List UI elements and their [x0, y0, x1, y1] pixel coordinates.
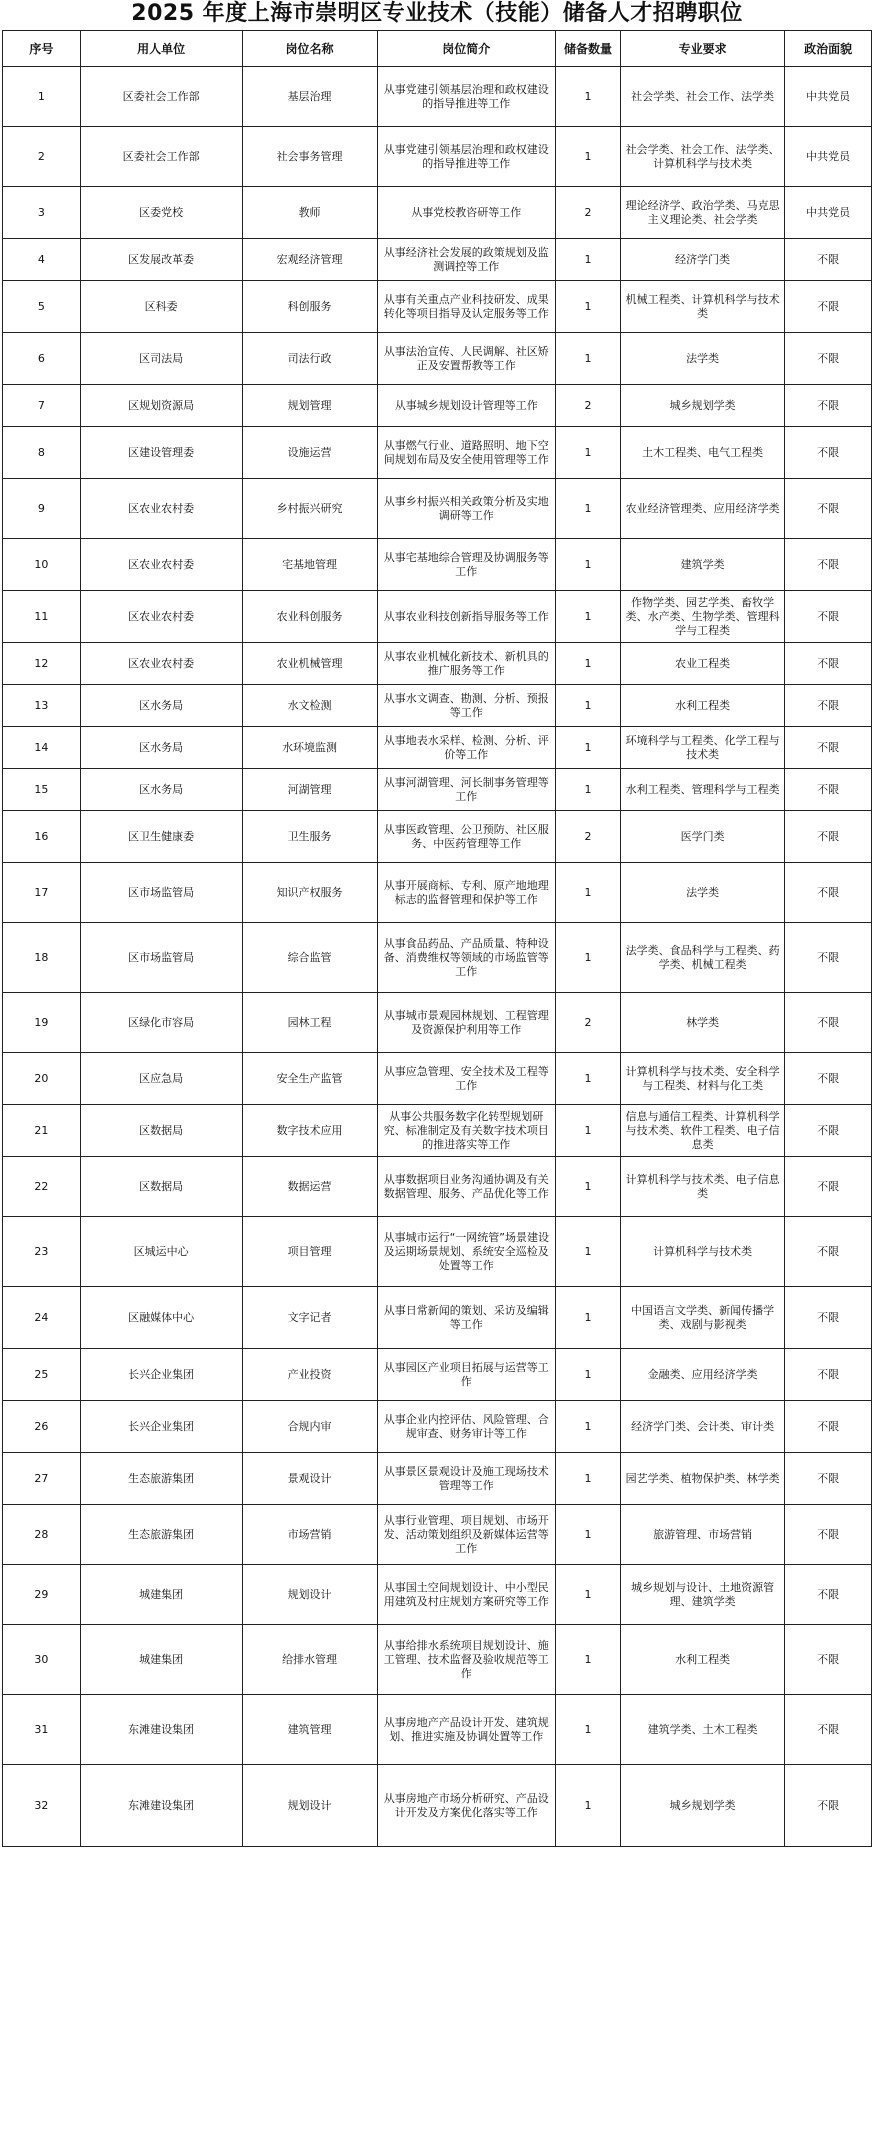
table-row — [3, 67, 872, 127]
cell-major: 水利工程类 — [620, 685, 784, 727]
cell-post: 数字技术应用 — [242, 1105, 377, 1157]
cell-count: 2 — [555, 811, 620, 863]
cell-post: 项目管理 — [242, 1217, 377, 1287]
table-row — [3, 1401, 872, 1453]
cell-unit: 区绿化市容局 — [80, 993, 242, 1053]
table-row — [3, 863, 872, 923]
cell-unit: 区建设管理委 — [80, 427, 242, 479]
table-row — [3, 1217, 872, 1287]
cell-major: 社会学类、社会工作、法学类、计算机科学与技术类 — [620, 127, 784, 187]
table-row — [3, 1625, 872, 1695]
table-row — [3, 427, 872, 479]
cell-intro: 从事燃气行业、道路照明、地下空间规划布局及安全使用管理等工作 — [377, 427, 555, 479]
table-row — [3, 333, 872, 385]
cell-unit: 东滩建设集团 — [80, 1695, 242, 1765]
cell-intro: 从事食品药品、产品质量、特种设备、消费维权等领域的市场监管等工作 — [377, 923, 555, 993]
cell-no: 23 — [3, 1217, 81, 1287]
cell-major: 水利工程类、管理科学与工程类 — [620, 769, 784, 811]
cell-intro: 从事河湖管理、河长制事务管理等工作 — [377, 769, 555, 811]
cell-major: 理论经济学、政治学类、马克思主义理论类、社会学类 — [620, 187, 784, 239]
cell-politics: 不限 — [785, 281, 872, 333]
cell-major: 建筑学类、土木工程类 — [620, 1695, 784, 1765]
cell-major: 水利工程类 — [620, 1625, 784, 1695]
table-row — [3, 1565, 872, 1625]
cell-count: 1 — [555, 923, 620, 993]
cell-unit: 区农业农村委 — [80, 643, 242, 685]
table-header-row — [3, 31, 872, 67]
cell-post: 园林工程 — [242, 993, 377, 1053]
cell-politics: 不限 — [785, 591, 872, 643]
cell-intro: 从事党校教咨研等工作 — [377, 187, 555, 239]
cell-major: 计算机科学与技术类 — [620, 1217, 784, 1287]
cell-unit: 区委党校 — [80, 187, 242, 239]
cell-post: 建筑管理 — [242, 1695, 377, 1765]
cell-intro: 从事城市景观园林规划、工程管理及资源保护利用等工作 — [377, 993, 555, 1053]
cell-count: 1 — [555, 1053, 620, 1105]
cell-count: 2 — [555, 385, 620, 427]
cell-intro: 从事水文调查、勘测、分析、预报等工作 — [377, 685, 555, 727]
cell-unit: 区发展改革委 — [80, 239, 242, 281]
table-row — [3, 727, 872, 769]
table-row — [3, 1105, 872, 1157]
cell-major: 农业经济管理类、应用经济学类 — [620, 479, 784, 539]
cell-count: 1 — [555, 1217, 620, 1287]
cell-count: 1 — [555, 1401, 620, 1453]
cell-post: 市场营销 — [242, 1505, 377, 1565]
cell-politics: 不限 — [785, 1625, 872, 1695]
cell-count: 1 — [555, 1505, 620, 1565]
cell-no: 32 — [3, 1765, 81, 1847]
cell-unit: 区科委 — [80, 281, 242, 333]
cell-no: 6 — [3, 333, 81, 385]
cell-post: 乡村振兴研究 — [242, 479, 377, 539]
cell-politics: 不限 — [785, 1349, 872, 1401]
cell-politics: 不限 — [785, 1765, 872, 1847]
cell-intro: 从事城乡规划设计管理等工作 — [377, 385, 555, 427]
cell-count: 1 — [555, 1695, 620, 1765]
cell-post: 教师 — [242, 187, 377, 239]
cell-no: 18 — [3, 923, 81, 993]
cell-politics: 不限 — [785, 1105, 872, 1157]
cell-unit: 区数据局 — [80, 1157, 242, 1217]
cell-no: 10 — [3, 539, 81, 591]
cell-politics: 不限 — [785, 1453, 872, 1505]
cell-no: 21 — [3, 1105, 81, 1157]
cell-unit: 区规划资源局 — [80, 385, 242, 427]
cell-major: 旅游管理、市场营销 — [620, 1505, 784, 1565]
cell-count: 1 — [555, 727, 620, 769]
cell-intro: 从事医政管理、公卫预防、社区服务、中医药管理等工作 — [377, 811, 555, 863]
cell-major: 医学门类 — [620, 811, 784, 863]
cell-intro: 从事开展商标、专利、原产地地理标志的监督管理和保护等工作 — [377, 863, 555, 923]
table-row — [3, 685, 872, 727]
cell-no: 5 — [3, 281, 81, 333]
cell-post: 基层治理 — [242, 67, 377, 127]
table-row — [3, 187, 872, 239]
cell-intro: 从事城市运行“一网统管”场景建设及运期场景规划、系统安全巡检及处置等工作 — [377, 1217, 555, 1287]
cell-no: 3 — [3, 187, 81, 239]
cell-no: 1 — [3, 67, 81, 127]
table-row — [3, 769, 872, 811]
cell-unit: 区委社会工作部 — [80, 127, 242, 187]
cell-count: 1 — [555, 591, 620, 643]
table-row — [3, 281, 872, 333]
cell-unit: 区市场监管局 — [80, 923, 242, 993]
cell-no: 27 — [3, 1453, 81, 1505]
table-row — [3, 1053, 872, 1105]
cell-no: 4 — [3, 239, 81, 281]
cell-no: 31 — [3, 1695, 81, 1765]
cell-major: 信息与通信工程类、计算机科学与技术类、软件工程类、电子信息类 — [620, 1105, 784, 1157]
cell-unit: 城建集团 — [80, 1565, 242, 1625]
cell-intro: 从事日常新闻的策划、采访及编辑等工作 — [377, 1287, 555, 1349]
cell-major: 金融类、应用经济学类 — [620, 1349, 784, 1401]
cell-unit: 长兴企业集团 — [80, 1349, 242, 1401]
cell-politics: 不限 — [785, 427, 872, 479]
cell-politics: 不限 — [785, 539, 872, 591]
cell-intro: 从事党建引领基层治理和政权建设的指导推进等工作 — [377, 67, 555, 127]
cell-count: 1 — [555, 685, 620, 727]
header-count: 储备数量 — [555, 31, 620, 67]
cell-no: 2 — [3, 127, 81, 187]
cell-unit: 区司法局 — [80, 333, 242, 385]
cell-no: 26 — [3, 1401, 81, 1453]
cell-intro: 从事景区景观设计及施工现场技术管理等工作 — [377, 1453, 555, 1505]
cell-count: 1 — [555, 1565, 620, 1625]
cell-intro: 从事企业内控评估、风险管理、合规审查、财务审计等工作 — [377, 1401, 555, 1453]
cell-unit: 区水务局 — [80, 727, 242, 769]
cell-unit: 生态旅游集团 — [80, 1453, 242, 1505]
cell-intro: 从事房地产产品设计开发、建筑规划、推进实施及协调处置等工作 — [377, 1695, 555, 1765]
table-row — [3, 385, 872, 427]
cell-post: 水文检测 — [242, 685, 377, 727]
recruitment-table — [2, 30, 872, 1847]
cell-unit: 区委社会工作部 — [80, 67, 242, 127]
cell-post: 给排水管理 — [242, 1625, 377, 1695]
cell-unit: 区城运中心 — [80, 1217, 242, 1287]
cell-no: 28 — [3, 1505, 81, 1565]
cell-no: 13 — [3, 685, 81, 727]
cell-intro: 从事地表水采样、检测、分析、评价等工作 — [377, 727, 555, 769]
cell-politics: 不限 — [785, 993, 872, 1053]
cell-count: 1 — [555, 1157, 620, 1217]
cell-politics: 中共党员 — [785, 67, 872, 127]
cell-no: 29 — [3, 1565, 81, 1625]
header-intro: 岗位简介 — [377, 31, 555, 67]
table-row — [3, 811, 872, 863]
cell-intro: 从事园区产业项目拓展与运营等工作 — [377, 1349, 555, 1401]
cell-no: 24 — [3, 1287, 81, 1349]
header-politics: 政治面貌 — [785, 31, 872, 67]
cell-major: 计算机科学与技术类、电子信息类 — [620, 1157, 784, 1217]
cell-intro: 从事行业管理、项目规划、市场开发、活动策划组织及新媒体运营等工作 — [377, 1505, 555, 1565]
table-row — [3, 1505, 872, 1565]
cell-unit: 长兴企业集团 — [80, 1401, 242, 1453]
cell-post: 文字记者 — [242, 1287, 377, 1349]
cell-major: 城乡规划与设计、土地资源管理、建筑学类 — [620, 1565, 784, 1625]
cell-intro: 从事国土空间规划设计、中小型民用建筑及村庄规划方案研究等工作 — [377, 1565, 555, 1625]
cell-no: 17 — [3, 863, 81, 923]
cell-unit: 区应急局 — [80, 1053, 242, 1105]
cell-politics: 不限 — [785, 1287, 872, 1349]
cell-major: 城乡规划学类 — [620, 1765, 784, 1847]
cell-politics: 不限 — [785, 685, 872, 727]
cell-count: 1 — [555, 643, 620, 685]
cell-intro: 从事有关重点产业科技研发、成果转化等项目指导及认定服务等工作 — [377, 281, 555, 333]
cell-count: 1 — [555, 1287, 620, 1349]
cell-intro: 从事数据项目业务沟通协调及有关数据管理、服务、产品优化等工作 — [377, 1157, 555, 1217]
cell-count: 1 — [555, 1625, 620, 1695]
cell-major: 计算机科学与技术类、安全科学与工程类、材料与化工类 — [620, 1053, 784, 1105]
cell-politics: 不限 — [785, 1695, 872, 1765]
cell-post: 宅基地管理 — [242, 539, 377, 591]
table-row — [3, 479, 872, 539]
cell-major: 环境科学与工程类、化学工程与技术类 — [620, 727, 784, 769]
cell-major: 法学类 — [620, 863, 784, 923]
cell-politics: 不限 — [785, 863, 872, 923]
cell-count: 1 — [555, 239, 620, 281]
header-major: 专业要求 — [620, 31, 784, 67]
cell-intro: 从事宅基地综合管理及协调服务等工作 — [377, 539, 555, 591]
cell-politics: 不限 — [785, 1217, 872, 1287]
cell-intro: 从事房地产市场分析研究、产品设计开发及方案优化落实等工作 — [377, 1765, 555, 1847]
cell-politics: 不限 — [785, 385, 872, 427]
cell-post: 知识产权服务 — [242, 863, 377, 923]
cell-intro: 从事经济社会发展的政策规划及监测调控等工作 — [377, 239, 555, 281]
cell-count: 2 — [555, 187, 620, 239]
cell-no: 19 — [3, 993, 81, 1053]
cell-intro: 从事农业机械化新技术、新机具的推广服务等工作 — [377, 643, 555, 685]
cell-major: 经济学门类 — [620, 239, 784, 281]
table-row — [3, 591, 872, 643]
cell-unit: 区农业农村委 — [80, 539, 242, 591]
cell-no: 30 — [3, 1625, 81, 1695]
cell-politics: 中共党员 — [785, 127, 872, 187]
cell-no: 14 — [3, 727, 81, 769]
cell-post: 安全生产监管 — [242, 1053, 377, 1105]
page-title: 2025 年度上海市崇明区专业技术（技能）储备人才招聘职位 — [131, 1, 743, 26]
header-no: 序号 — [3, 31, 81, 67]
cell-politics: 中共党员 — [785, 187, 872, 239]
cell-politics: 不限 — [785, 1505, 872, 1565]
table-row — [3, 993, 872, 1053]
cell-intro: 从事给排水系统项目规划设计、施工管理、技术监督及验收规范等工作 — [377, 1625, 555, 1695]
cell-post: 水环境监测 — [242, 727, 377, 769]
cell-count: 1 — [555, 333, 620, 385]
cell-politics: 不限 — [785, 1565, 872, 1625]
cell-intro: 从事农业科技创新指导服务等工作 — [377, 591, 555, 643]
cell-intro: 从事公共服务数字化转型规划研究、标准制定及有关数字技术项目的推进落实等工作 — [377, 1105, 555, 1157]
cell-major: 农业工程类 — [620, 643, 784, 685]
table-row — [3, 923, 872, 993]
table-row — [3, 127, 872, 187]
cell-post: 司法行政 — [242, 333, 377, 385]
cell-major: 建筑学类 — [620, 539, 784, 591]
cell-count: 1 — [555, 539, 620, 591]
cell-unit: 区水务局 — [80, 769, 242, 811]
cell-intro: 从事应急管理、安全技术及工程等工作 — [377, 1053, 555, 1105]
header-unit: 用人单位 — [80, 31, 242, 67]
cell-post: 农业科创服务 — [242, 591, 377, 643]
cell-count: 1 — [555, 127, 620, 187]
table-row — [3, 643, 872, 685]
cell-post: 科创服务 — [242, 281, 377, 333]
cell-intro: 从事乡村振兴相关政策分析及实地调研等工作 — [377, 479, 555, 539]
cell-no: 22 — [3, 1157, 81, 1217]
cell-count: 1 — [555, 1453, 620, 1505]
cell-unit: 城建集团 — [80, 1625, 242, 1695]
cell-unit: 区市场监管局 — [80, 863, 242, 923]
cell-count: 1 — [555, 1765, 620, 1847]
cell-major: 机械工程类、计算机科学与技术类 — [620, 281, 784, 333]
cell-major: 中国语言文学类、新闻传播学类、戏剧与影视类 — [620, 1287, 784, 1349]
table-row — [3, 1157, 872, 1217]
cell-politics: 不限 — [785, 923, 872, 993]
cell-unit: 区卫生健康委 — [80, 811, 242, 863]
cell-major: 土木工程类、电气工程类 — [620, 427, 784, 479]
cell-politics: 不限 — [785, 643, 872, 685]
cell-unit: 东滩建设集团 — [80, 1765, 242, 1847]
cell-no: 15 — [3, 769, 81, 811]
cell-unit: 区数据局 — [80, 1105, 242, 1157]
cell-politics: 不限 — [785, 727, 872, 769]
cell-intro: 从事党建引领基层治理和政权建设的指导推进等工作 — [377, 127, 555, 187]
cell-post: 规划管理 — [242, 385, 377, 427]
cell-post: 河湖管理 — [242, 769, 377, 811]
cell-post: 社会事务管理 — [242, 127, 377, 187]
cell-politics: 不限 — [785, 769, 872, 811]
cell-unit: 区农业农村委 — [80, 479, 242, 539]
table-row — [3, 539, 872, 591]
cell-no: 16 — [3, 811, 81, 863]
table-row — [3, 239, 872, 281]
cell-count: 1 — [555, 1349, 620, 1401]
cell-major: 作物学类、园艺学类、畜牧学类、水产类、生物学类、管理科学与工程类 — [620, 591, 784, 643]
cell-count: 1 — [555, 1105, 620, 1157]
cell-unit: 区融媒体中心 — [80, 1287, 242, 1349]
cell-no: 20 — [3, 1053, 81, 1105]
cell-major: 法学类 — [620, 333, 784, 385]
table-row — [3, 1765, 872, 1847]
cell-no: 8 — [3, 427, 81, 479]
cell-count: 1 — [555, 479, 620, 539]
cell-politics: 不限 — [785, 479, 872, 539]
cell-major: 林学类 — [620, 993, 784, 1053]
cell-post: 卫生服务 — [242, 811, 377, 863]
cell-major: 法学类、食品科学与工程类、药学类、机械工程类 — [620, 923, 784, 993]
cell-politics: 不限 — [785, 811, 872, 863]
cell-count: 1 — [555, 281, 620, 333]
cell-politics: 不限 — [785, 1053, 872, 1105]
cell-politics: 不限 — [785, 1157, 872, 1217]
cell-post: 规划设计 — [242, 1765, 377, 1847]
cell-count: 1 — [555, 67, 620, 127]
cell-major: 社会学类、社会工作、法学类 — [620, 67, 784, 127]
table-row — [3, 1349, 872, 1401]
cell-post: 综合监管 — [242, 923, 377, 993]
cell-count: 2 — [555, 993, 620, 1053]
cell-post: 宏观经济管理 — [242, 239, 377, 281]
table-row — [3, 1453, 872, 1505]
cell-politics: 不限 — [785, 239, 872, 281]
cell-post: 设施运营 — [242, 427, 377, 479]
cell-unit: 区农业农村委 — [80, 591, 242, 643]
cell-intro: 从事法治宣传、人民调解、社区矫正及安置帮教等工作 — [377, 333, 555, 385]
cell-unit: 区水务局 — [80, 685, 242, 727]
cell-unit: 生态旅游集团 — [80, 1505, 242, 1565]
cell-post: 农业机械管理 — [242, 643, 377, 685]
header-post: 岗位名称 — [242, 31, 377, 67]
cell-major: 经济学门类、会计类、审计类 — [620, 1401, 784, 1453]
table-row — [3, 1287, 872, 1349]
cell-major: 城乡规划学类 — [620, 385, 784, 427]
cell-major: 园艺学类、植物保护类、林学类 — [620, 1453, 784, 1505]
cell-post: 景观设计 — [242, 1453, 377, 1505]
cell-no: 11 — [3, 591, 81, 643]
cell-count: 1 — [555, 427, 620, 479]
cell-count: 1 — [555, 863, 620, 923]
cell-count: 1 — [555, 769, 620, 811]
cell-post: 数据运营 — [242, 1157, 377, 1217]
cell-post: 规划设计 — [242, 1565, 377, 1625]
cell-post: 产业投资 — [242, 1349, 377, 1401]
cell-politics: 不限 — [785, 333, 872, 385]
table-row — [3, 1695, 872, 1765]
cell-no: 25 — [3, 1349, 81, 1401]
cell-no: 7 — [3, 385, 81, 427]
cell-no: 12 — [3, 643, 81, 685]
cell-politics: 不限 — [785, 1401, 872, 1453]
cell-post: 合规内审 — [242, 1401, 377, 1453]
cell-no: 9 — [3, 479, 81, 539]
